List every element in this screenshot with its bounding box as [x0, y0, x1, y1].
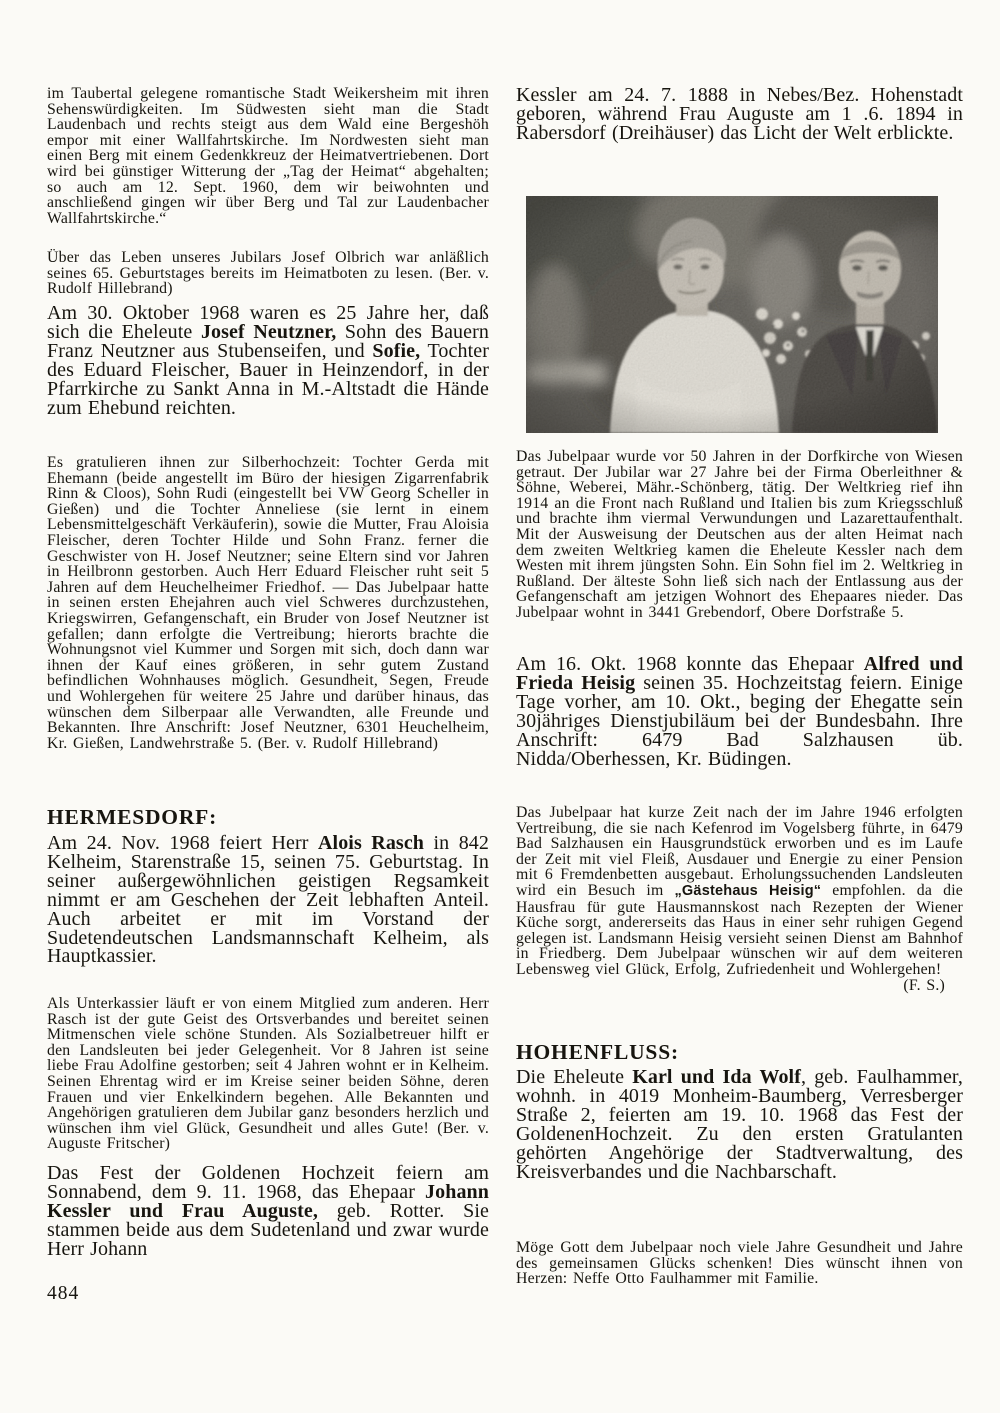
text-segment: Das Jubelpaar hat kurze Zeit nach der im Jahre 1946 erfolgten Vertreibung, die sie nach Kefenrod im Vogelsberg führte, in 6479 Bad Salzhausen ein Hausgrundstück erworben und es im Laufe der Zeit mit viel Fleiß, Ausdauer und Energie zu einer Pension mit 6 Fremdenbetten ausgebaut. Erholungssuchenden Landsleuten wird ein Besuch im: [516, 804, 963, 899]
name-josef-neutzner: Josef Neutzner,: [200, 320, 337, 343]
author-initials: (F. S.): [903, 976, 945, 994]
name-alois-rasch: Alois Rasch: [318, 832, 425, 854]
text-segment: geb. Rotter. Sie stammen beide aus dem Sudetenland und zwar wurde Herr Johann: [47, 1199, 489, 1260]
para-kessler-birth-continuation: Kessler am 24. 7. 1888 in Nebes/Bez. Hohenstadt geboren, während Frau Auguste am 1 .6. 1894 in Rabersdorf (Dreihäuser) das Licht der Welt erblickte.: [516, 84, 963, 144]
heading-hermesdorf: HERMESDORF:: [47, 805, 218, 829]
para-gaestehaus-heisig: [516, 805, 963, 993]
name-johann-kessler-auguste: Johann Kessler und Frau Auguste,: [47, 1180, 489, 1222]
para-heisig-anniversary: [516, 655, 963, 768]
name-sofie: Sofie,: [372, 339, 421, 362]
text-segment: Tochter des Eduard Fleischer, Bauer in Heinzendorf, in der Pfarrkirche zu Sankt Anna in M.-Altstadt die Hände zum Ehebund reichten.: [47, 339, 490, 419]
para-jubelpaar-50-jahre: Das Jubelpaar wurde vor 50 Jahren in der Dorfkirche von Wiesen getraut. Der Jubilar war 27 Jahre bei der Firma Oberleithner & Söhne, Weberei, Mähr.-Schönberg, tätig. Der Weltkrieg rief ihn 1914 an die Front nach Rußland und Italien bis zum Kriegsschluß und brachte ihm viermal Verwundungen und Lazarettaufenthalt. Mit der Ausweisung der Deutschen aus der alten Heimat nach dem zweiten Weltkrieg kamen die Eheleute Kessler nach dem Westen mit ihrem jüngsten Sohn. Ein Sohn fiel im 2. Weltkrieg in Rußland. Der älteste Sohn ließ sich nach der Entlassung aus der Gefangenschaft am jetzigen Wohnort des Ehepaares nieder. Das Jubelpaar wohnt in 3441 Grebendorf, Obere Dorfstraße 5.: [516, 448, 963, 621]
para-weikersheim-continuation: im Taubertal gelegene romantische Stadt Weikersheim mit ihren Sehenswürdigkeiten. Im Südwesten sieht man die Stadt Laudenbach und rechts steigt aus dem Wald eine Bergeshöh empor mit einer Wallfahrtskirche. Im Nordwesten sieht man einen Berg mit einem Gedenkkreuz der Heimatvertriebenen. Dort wird bei günstiger Witterung der „Tag der Heimat“ abgehalten; so auch am 12. Sept. 1960, dem wir beiwohnten und anschließend gingen wir über Berg und Tal zur Laudenbacher Wallfahrtskirche.“: [47, 85, 489, 227]
page-number: 484: [47, 1283, 80, 1304]
text-segment: Am 30. Oktober 1968 waren es 25 Jahre her, daß sich die Eheleute: [47, 302, 489, 343]
para-wolf-golden-wedding: [516, 1068, 963, 1181]
right-column: [516, 0, 963, 1413]
para-rasch-birthday: [47, 834, 489, 966]
para-silberhochzeit-gratulation: Es gratulieren ihnen zur Silberhochzeit: Tochter Gerda mit Ehemann (beide angestellt im Büro der hiesigen Zigarrenfabrik Rinn & Cloos), Sohn Rudi (eingestellt bei VW Georg Scheller in Gießen) und die Tochter Anneliese (sie lernt in einem Lebensmittelgeschäft Verkäuferin), sowie die Mutter, Frau Aloisia Fleischer, deren Tochter Hilde und Sohn Franz. ferner die Geschwister von H. Josef Neutzner; seine Eltern sind vor Jahren in Heilbronn gestorben. Auch Herr Eduard Fleischer ruht seit 5 Jahren auf dem Heuchelheimer Friedhof. — Das Jubelpaar hatte in seinen ersten Ehejahren auch viel Schweres durchzustehen, Kriegswirren, Gefangenschaft, ein Bruder von Josef Neutzner ist gefallen; dann erfolgte die Vertreibung; hierorts brachte die Wohnungsnot viel Kummer und Sorgen mit sich, doch dann war ihnen der Kauf eines größeren, in sehr gutem Zustand befindlichen Wohnhauses möglich. Gesundheit, Segen, Freude und Wohlergehen für weitere 25 Jahre und darüber hinaus, das wünschen dem Silberpaar alle Verwandten, alle Freunde und Bekannten. Ihre Anschrift: Josef Neutzner, 6301 Heuchelheim, Kr. Gießen, Landwehrstraße 5. (Ber. v. Rudolf Hillebrand): [47, 454, 489, 752]
name-alfred-frieda-heisig: Alfred und Frieda Heisig: [516, 653, 963, 694]
text-segment: Am 16. Okt. 1968 konnte das Ehepaar: [516, 653, 864, 675]
text-segment: empfohlen. da die Hausfrau für gute Hausmannskost nach Rezepten der Wiener Küche sorgt, andererseits das Haus in einer sehr ruhigen Gegend gelegen ist. Landsmann Heisig versieht seinen Dienst am Bahnhof in Friedberg. Dem Jubelpaar wünschen wir auf dem weiteren Lebensweg viel Glück, Erfolg, Zufriedenheit und Wohlergehen!: [516, 881, 963, 978]
para-goldene-hochzeit-kessler: [47, 1164, 489, 1259]
text-segment: in 842 Kelheim, Starenstraße 15, seinen 75. Geburtstag. In seiner außergewöhnlichen geistigen Regsamkeit nimmt er am Geschehen der Zeit lebhaften Anteil. Auch arbeitet er mit im Vorstand der Sudetendeutschen Landsmannschaft Kelheim, als Hauptkassier.: [47, 832, 489, 968]
heading-hohenfluss: HOHENFLUSS:: [516, 1040, 679, 1064]
name-gaestehaus-heisig: „Gästehaus Heisig“: [674, 882, 822, 899]
text-segment: Das Fest der Goldenen Hochzeit feiern am Sonnabend, dem 9. 11. 1968, das Ehepaar: [47, 1162, 489, 1203]
para-neutzner-silver-wedding: [47, 304, 489, 417]
para-olbrich-note: Über das Leben unseres Jubilars Josef Olbrich war anläßlich seines 65. Geburtstages bereits im Heimatboten zu lesen. (Ber. v. Rudolf Hillebrand): [47, 249, 489, 298]
photo-vignette: [526, 196, 938, 433]
text-segment: , geb. Faulhammer, wohnh. in 4019 Monheim-Baumberg, Verresberger Straße 2, feierten am 19. 10. 1968 das Fest der GoldenenHochzeit. Zu den ersten Gratulanten gehörten Angehörige der Stadtverwaltung, des Kreisverbandes und die Nachbarschaft.: [516, 1066, 963, 1183]
left-column: [47, 0, 489, 1413]
para-unterkassier: Als Unterkassier läuft er von einem Mitglied zum anderen. Herr Rasch ist der gute Geist des Ortsverbandes und bereitet seinen Mitmenschen viele schöne Stunden. Als Sozialbetreuer hilft er den Landsleuten bei jeder Gelegenheit. Vor 8 Jahren ist seine liebe Frau Adolfine gestorben; seit 4 Jahren wohnt er in Kelheim. Seinen Ehrentag wird er im Kreise seiner beiden Söhne, deren Frauen und vier Enkelkindern begehen. Alle Bekannten und Angehörigen gratulieren dem Jubilar ganz besonders herzlich und wünschen ihm viel Glück, Gesundheit und alles Gute! (Ber. v. Auguste Fritscher): [47, 995, 489, 1153]
text-segment: Am 24. Nov. 1968 feiert Herr: [47, 832, 318, 854]
para-moege-gott-wish: Möge Gott dem Jubelpaar noch viele Jahre Gesundheit und Jahre des gemeinsamen Glücks schenken! Dies wünscht ihnen von Herzen: Neffe Otto Faulhammer mit Familie.: [516, 1239, 963, 1288]
couple-photo-illustration: [526, 196, 938, 433]
name-karl-ida-wolf: Karl und Ida Wolf: [632, 1066, 801, 1088]
jubilee-couple-photo: [526, 196, 938, 433]
text-segment: seinen 35. Hochzeitstag feiern. Einige Tage vorher, am 10. Okt., beging der Ehegatte sein 30jähriges Dienstjubiläum bei der Bundesbahn. Ihre Anschrift: 6479 Bad Salzhausen üb. Nidda/Oberhessen, Kr. Büdingen.: [516, 671, 963, 770]
text-segment: Die Eheleute: [516, 1066, 633, 1088]
text-segment: Sohn des Bauern Franz Neutzner aus Stubenseifen, und: [47, 320, 489, 362]
